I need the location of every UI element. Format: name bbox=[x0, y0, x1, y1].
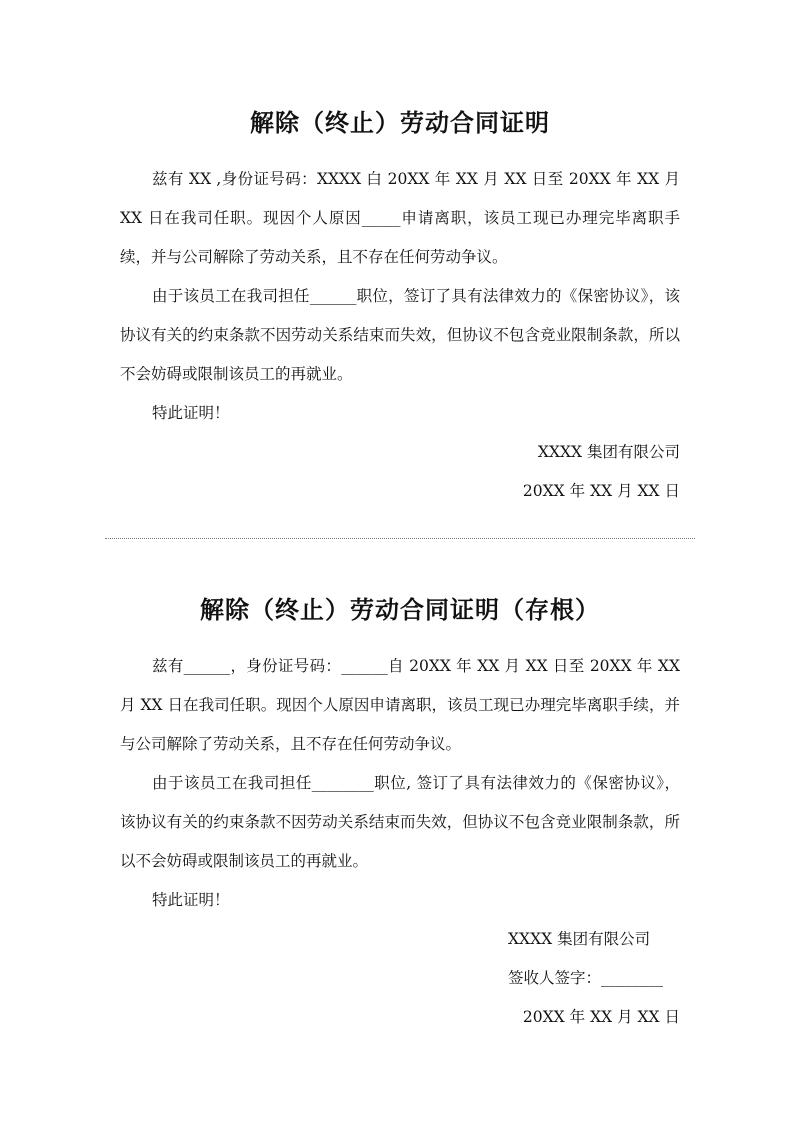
cut-line-divider bbox=[105, 538, 695, 539]
stub-paragraph-1: 兹有______，身份证号码：______自 20XX 年 XX 月 XX 日至 20XX 年 XX 月 XX 日在我司任职。现因个人原因申请离职，该员工现已办理完毕离职手续，并与公司解除了劳动关系，且不存在任何劳动争议。 bbox=[120, 657, 680, 753]
certificate-paragraph-1: 兹有 XX ,身份证号码：XXXX 白 20XX 年 XX 月 XX 日至 20XX 年 XX 月 XX 日在我司任职。现因个人原因_____申请离职，该员工现已办理完毕离职手续，并与公司解除了劳动关系，且不存在任何劳动争议。 bbox=[120, 170, 680, 266]
certificate-date: 20XX 年 XX 月 XX 日 bbox=[522, 482, 680, 500]
certificate-section bbox=[120, 103, 680, 511]
stub-company: XXXX 集团有限公司 bbox=[508, 930, 651, 948]
stub-signature-line: 签收人签字：________ bbox=[508, 969, 664, 987]
stub-paragraph-2: 由于该员工在我司担任________职位, 签订了具有法律效力的《保密协议》，该协议有关的约束条款不因劳动关系结束而失效，但协议不包含竞业限制条款，所以不会妨碍或限制该员工的再就业。 bbox=[120, 774, 680, 870]
stub-date: 20XX 年 XX 月 XX 日 bbox=[522, 1008, 680, 1026]
certificate-paragraph-2: 由于该员工在我司担任______职位，签订了具有法律效力的《保密协议》，该协议有关的约束条款不因劳动关系结束而失效，但协议不包含竞业限制条款，所以不会妨碍或限制该员工的再就业。 bbox=[120, 287, 680, 383]
stub-title: 解除（终止）劳动合同证明（存根） bbox=[200, 596, 600, 624]
stub-paragraph-3: 特此证明！ bbox=[152, 891, 230, 909]
certificate-company: XXXX 集团有限公司 bbox=[537, 443, 680, 461]
stub-section bbox=[120, 590, 680, 1037]
certificate-paragraph-3: 特此证明！ bbox=[152, 404, 230, 422]
certificate-title: 解除（终止）劳动合同证明 bbox=[250, 109, 550, 137]
stub-signature-block bbox=[120, 920, 680, 1037]
